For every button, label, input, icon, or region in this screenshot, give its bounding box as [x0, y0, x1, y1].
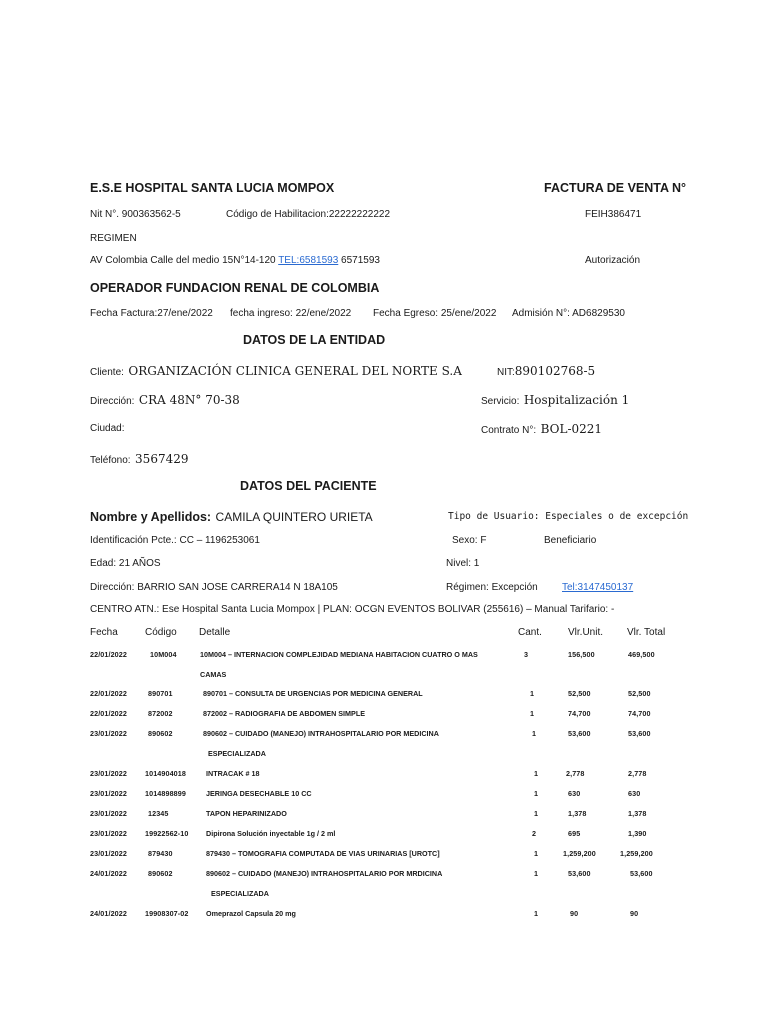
col-header-vlr-total: Vlr. Total — [627, 627, 666, 638]
row-vlr-unit: 630 — [568, 789, 581, 798]
row-detalle: 890602 – CUIDADO (MANEJO) INTRAHOSPITALARIO POR MEDICINA — [203, 729, 439, 738]
row-vlr-unit: 695 — [568, 829, 581, 838]
row-codigo: 12345 — [148, 809, 169, 818]
contrato-value: BOL-0221 — [540, 422, 603, 436]
row-vlr-total: 1,259,200 — [620, 849, 653, 858]
row-vlr-total: 1,390 — [628, 829, 647, 838]
row-vlr-total: 74,700 — [628, 709, 651, 718]
servicio-value: Hospitalización 1 — [523, 393, 630, 407]
row-codigo: 19922562-10 — [145, 829, 189, 838]
row-fecha: 23/01/2022 — [90, 769, 127, 778]
row-fecha: 23/01/2022 — [90, 729, 127, 738]
row-codigo: 19908307-02 — [145, 909, 189, 918]
patient-tel-link[interactable]: Tel:3147450137 — [562, 582, 634, 593]
address-text: AV Colombia Calle del medio 15N°14-120 — [90, 255, 276, 266]
row-vlr-unit: 2,778 — [566, 769, 585, 778]
row-vlr-unit: 52,500 — [568, 689, 591, 698]
phone-extra: 6571593 — [341, 255, 380, 266]
row-detalle: Omeprazol Capsula 20 mg — [206, 909, 296, 918]
row-detalle: JERINGA DESECHABLE 10 CC — [206, 789, 312, 798]
cliente-label: Cliente: — [90, 367, 124, 378]
fecha-egreso: Fecha Egreso: 25/ene/2022 — [373, 308, 497, 319]
row-fecha: 22/01/2022 — [90, 689, 127, 698]
nit-label: NIT: — [497, 367, 515, 378]
row-detalle: 872002 – RADIOGRAFIA DE ABDOMEN SIMPLE — [203, 709, 366, 718]
row-fecha: 23/01/2022 — [90, 789, 127, 798]
row-codigo: 1014904018 — [145, 769, 186, 778]
row-cantidad: 1 — [530, 709, 535, 718]
col-header-fecha: Fecha — [90, 627, 118, 638]
entity-section-title: DATOS DE LA ENTIDAD — [243, 333, 386, 347]
row-cantidad: 1 — [530, 689, 535, 698]
address-line — [90, 255, 380, 266]
ciudad-label: Ciudad: — [90, 423, 125, 434]
patient-direccion: Dirección: BARRIO SAN JOSE CARRERA14 N 18A105 — [90, 582, 338, 593]
beneficiario: Beneficiario — [544, 535, 597, 546]
invoice-number: FEIH386471 — [585, 209, 642, 220]
row-codigo: 890602 — [148, 729, 173, 738]
contrato-row — [481, 420, 602, 438]
telefono-row — [90, 450, 189, 468]
row-detalle-continued: ESPECIALIZADA — [211, 889, 269, 898]
row-detalle-continued: CAMAS — [200, 670, 227, 679]
row-codigo: 890602 — [148, 869, 173, 878]
nit-row — [497, 362, 595, 380]
fecha-factura: Fecha Factura:27/ene/2022 — [90, 308, 213, 319]
sexo: Sexo: F — [452, 535, 487, 546]
row-vlr-unit: 74,700 — [568, 709, 591, 718]
row-vlr-total: 469,500 — [628, 650, 655, 659]
row-vlr-unit: 156,500 — [568, 650, 595, 659]
nivel: Nivel: 1 — [446, 558, 480, 569]
hospital-name: E.S.E HOSPITAL SANTA LUCIA MOMPOX — [90, 181, 335, 195]
row-vlr-total: 53,600 — [630, 869, 653, 878]
row-codigo: 890701 — [148, 689, 173, 698]
col-header-codigo: Código — [145, 627, 177, 638]
habilitacion-text: Código de Habilitacion:22222222222 — [226, 209, 391, 220]
row-vlr-unit: 1,378 — [568, 809, 587, 818]
patient-section-title: DATOS DEL PACIENTE — [240, 479, 377, 493]
cliente-row — [90, 362, 462, 380]
telefono-label: Teléfono: — [90, 455, 131, 466]
edad: Edad: 21 AÑOS — [90, 558, 161, 569]
cliente-value: ORGANIZACIÓN CLINICA GENERAL DEL NORTE S.A — [128, 364, 462, 378]
nombre-row — [90, 508, 373, 526]
servicio-row — [481, 391, 629, 409]
row-detalle: 10M004 – INTERNACION COMPLEJIDAD MEDIANA HABITACION CUATRO O MAS — [200, 650, 478, 659]
telefono-value: 3567429 — [135, 452, 189, 466]
row-fecha: 24/01/2022 — [90, 869, 127, 878]
row-cantidad: 1 — [534, 769, 539, 778]
row-cantidad: 1 — [534, 789, 539, 798]
row-detalle: Dipirona Solución inyectable 1g / 2 ml — [206, 829, 336, 838]
row-cantidad: 1 — [534, 869, 539, 878]
row-fecha: 23/01/2022 — [90, 809, 127, 818]
row-vlr-unit: 53,600 — [568, 869, 591, 878]
row-vlr-unit: 1,259,200 — [563, 849, 596, 858]
row-cantidad: 1 — [534, 809, 539, 818]
servicio-label: Servicio: — [481, 396, 520, 407]
row-fecha: 22/01/2022 — [90, 709, 127, 718]
admision-number: Admisión N°: AD6829530 — [512, 308, 625, 319]
direccion-label: Dirección: — [90, 396, 135, 407]
patient-regimen: Régimen: Excepción — [446, 582, 538, 593]
row-vlr-total: 53,600 — [628, 729, 651, 738]
direccion-value: CRA 48N° 70-38 — [138, 393, 240, 407]
fecha-ingreso: fecha ingreso: 22/ene/2022 — [230, 308, 352, 319]
row-vlr-total: 630 — [628, 789, 641, 798]
identificacion: Identificación Pcte.: CC – 1196253061 — [90, 535, 260, 546]
row-codigo: 1014898899 — [145, 789, 186, 798]
row-detalle: 879430 – TOMOGRAFIA COMPUTADA DE VIAS URINARIAS [UROTC] — [206, 849, 440, 858]
row-detalle: 890701 – CONSULTA DE URGENCIAS POR MEDICINA GENERAL — [203, 689, 423, 698]
row-vlr-total: 52,500 — [628, 689, 651, 698]
row-fecha: 22/01/2022 — [90, 650, 127, 659]
operator-name: OPERADOR FUNDACION RENAL DE COLOMBIA — [90, 281, 380, 295]
nombre-value: CAMILA QUINTERO URIETA — [215, 510, 373, 524]
row-detalle-continued: ESPECIALIZADA — [208, 749, 266, 758]
centro-atencion: CENTRO ATN.: Ese Hospital Santa Lucia Mompox | PLAN: OCGN EVENTOS BOLIVAR (255616) – Manual Tarifario: - — [90, 604, 615, 615]
row-detalle: TAPON HEPARINIZADO — [206, 809, 287, 818]
tipo-usuario: Tipo de Usuario: Especiales o de excepción — [448, 511, 689, 522]
nit-value: 890102768-5 — [514, 364, 596, 378]
row-vlr-unit: 53,600 — [568, 729, 591, 738]
row-vlr-total: 1,378 — [628, 809, 647, 818]
autorizacion-label: Autorización — [585, 255, 641, 266]
row-fecha: 23/01/2022 — [90, 829, 127, 838]
row-fecha: 24/01/2022 — [90, 909, 127, 918]
col-header-vlr-unit: Vlr.Unit. — [568, 627, 604, 638]
row-vlr-total: 90 — [630, 909, 639, 918]
invoice-title: FACTURA DE VENTA N° — [544, 181, 687, 195]
row-cantidad: 1 — [532, 729, 537, 738]
row-cantidad: 2 — [532, 829, 537, 838]
phone-link[interactable]: TEL:6581593 — [278, 255, 339, 266]
row-cantidad: 1 — [534, 909, 539, 918]
regimen-label: REGIMEN — [90, 233, 137, 244]
col-header-cant: Cant. — [518, 627, 542, 638]
col-header-detalle: Detalle — [199, 627, 231, 638]
row-codigo: 10M004 — [150, 650, 177, 659]
nombre-label: Nombre y Apellidos: — [90, 510, 212, 524]
row-detalle: 890602 – CUIDADO (MANEJO) INTRAHOSPITALARIO POR MRDICINA — [206, 869, 443, 878]
nit-text: Nit N°. 900363562-5 — [90, 209, 181, 220]
row-codigo: 872002 — [148, 709, 173, 718]
contrato-label: Contrato N°: — [481, 425, 537, 436]
row-vlr-unit: 90 — [570, 909, 579, 918]
direccion-row — [90, 391, 240, 409]
row-cantidad: 1 — [534, 849, 539, 858]
row-codigo: 879430 — [148, 849, 173, 858]
row-fecha: 23/01/2022 — [90, 849, 127, 858]
row-vlr-total: 2,778 — [628, 769, 647, 778]
row-detalle: INTRACAK # 18 — [206, 769, 260, 778]
row-cantidad: 3 — [524, 650, 529, 659]
